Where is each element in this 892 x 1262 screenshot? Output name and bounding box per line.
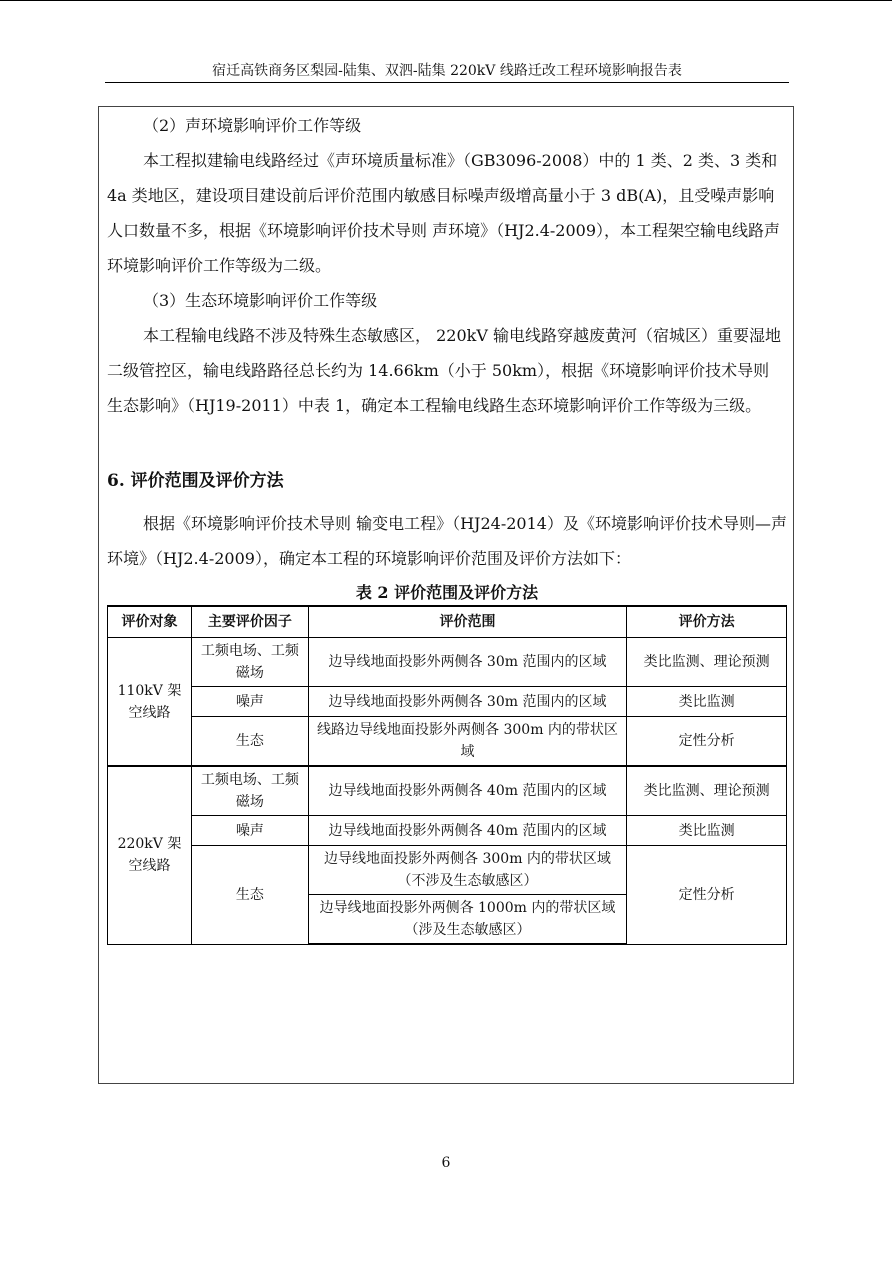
factor-cell: 工频电场、工频磁场 bbox=[191, 766, 308, 816]
table-row bbox=[108, 717, 787, 767]
factor-cell: 工频电场、工频磁场 bbox=[191, 638, 308, 687]
section-6-title: 6. 评价范围及评价方法 bbox=[107, 471, 284, 491]
header-rule bbox=[105, 82, 789, 83]
factor-cell: 噪声 bbox=[191, 816, 308, 846]
range-cell: 边导线地面投影外两侧各 40m 范围内的区域 bbox=[308, 766, 626, 816]
range-cell: 边导线地面投影外两侧各 1000m 内的带状区域（涉及生态敏感区） bbox=[308, 895, 626, 945]
header-method: 评价方法 bbox=[627, 606, 787, 638]
table-row bbox=[108, 766, 787, 816]
object-cell: 110kV 架空线路 bbox=[108, 638, 192, 767]
method-cell: 定性分析 bbox=[627, 717, 787, 767]
factor-cell: 生态 bbox=[191, 846, 308, 945]
range-cell: 边导线地面投影外两侧各 30m 范围内的区域 bbox=[308, 687, 626, 717]
page-number: 6 bbox=[441, 1155, 451, 1171]
table-row bbox=[108, 687, 787, 717]
range-cell: 线路边导线地面投影外两侧各 300m 内的带状区域 bbox=[308, 717, 626, 767]
method-cell: 类比监测 bbox=[627, 816, 787, 846]
method-cell: 定性分析 bbox=[627, 846, 787, 945]
table-row bbox=[108, 816, 787, 846]
evaluation-table bbox=[107, 605, 787, 945]
factor-cell: 噪声 bbox=[191, 687, 308, 717]
table-caption: 表 2 评价范围及评价方法 bbox=[355, 583, 539, 602]
header-range: 评价范围 bbox=[308, 606, 626, 638]
table-row bbox=[108, 846, 787, 895]
eco-heading: （3）生态环境影响评价工作等级 bbox=[143, 291, 378, 310]
method-cell: 类比监测、理论预测 bbox=[627, 638, 787, 687]
section-6-body: 根据《环境影响评价技术导则 输变电工程》（HJ24-2014）及《环境影响评价技术导则—声环境》（HJ2.4-2009），确定本工程的环境影响评价范围及评价方法如下： bbox=[107, 514, 787, 568]
noise-body: 本工程拟建输电线路经过《声环境质量标准》（GB3096-2008）中的 1 类、2 类、3 类和 4a 类地区，建设项目建设前后评价范围内敏感目标噪声级增高量小于 3 dB(A)，且受噪声影响人口数量不多，根据《环境影响评价技术导则 声环境》（HJ2.4-2009），本工程架空输电线路声环境影响评价工作等级为二级。 bbox=[107, 151, 781, 275]
page-header: 宿迁高铁商务区梨园-陆集、双泗-陆集 220kV 线路迁改工程环境影响报告表 bbox=[212, 63, 682, 79]
header-factor: 主要评价因子 bbox=[191, 606, 308, 638]
method-cell: 类比监测 bbox=[627, 687, 787, 717]
header-object: 评价对象 bbox=[108, 606, 192, 638]
top-edge-rule bbox=[0, 0, 892, 1]
range-cell: 边导线地面投影外两侧各 300m 内的带状区域（不涉及生态敏感区） bbox=[308, 846, 626, 895]
method-cell: 类比监测、理论预测 bbox=[627, 766, 787, 816]
noise-heading: （2）声环境影响评价工作等级 bbox=[143, 116, 362, 135]
range-cell: 边导线地面投影外两侧各 30m 范围内的区域 bbox=[308, 638, 626, 687]
table-header-row bbox=[108, 606, 787, 638]
factor-cell: 生态 bbox=[191, 717, 308, 767]
range-cell: 边导线地面投影外两侧各 40m 范围内的区域 bbox=[308, 816, 626, 846]
object-cell: 220kV 架空线路 bbox=[108, 766, 192, 944]
eco-body: 本工程输电线路不涉及特殊生态敏感区， 220kV 输电线路穿越废黄河（宿城区）重要湿地二级管控区，输电线路路径总长约为 14.66km（小于 50km），根据《环境影响评价技术导则 生态影响》（HJ19-2011）中表 1，确定本工程输电线路生态环境影响评价工作等级为三级。 bbox=[107, 326, 781, 415]
table-row bbox=[108, 638, 787, 687]
